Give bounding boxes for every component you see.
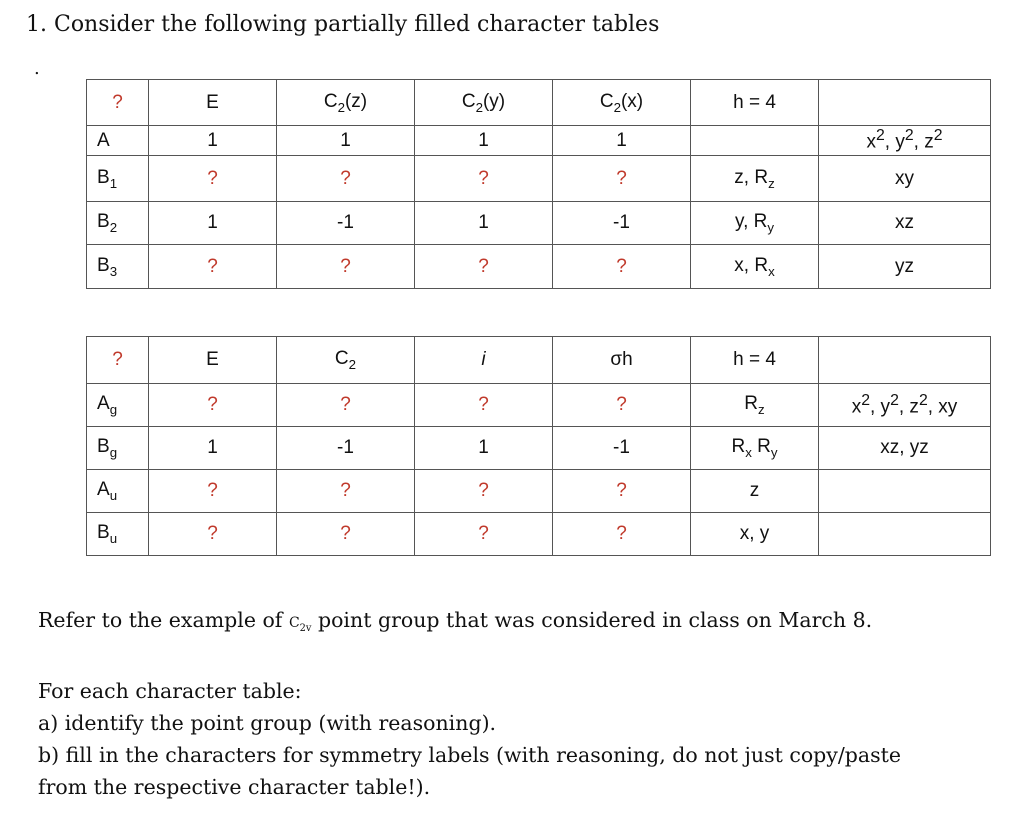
header-cell: h = 4 [691, 80, 819, 126]
symmetry-label: A [87, 126, 149, 156]
point-group-unknown: ? [87, 337, 149, 384]
table-row [87, 513, 991, 556]
header-cell: $C_2(y)$ [415, 80, 553, 126]
unknown-character: ? [277, 513, 415, 556]
character-table-1 [86, 79, 991, 289]
character-value: 1 [415, 427, 553, 470]
character-value: 1 [149, 126, 277, 156]
header-cell: $C_2(x)$ [553, 80, 691, 126]
character-value: -1 [553, 427, 691, 470]
unknown-character: ? [149, 513, 277, 556]
character-value: -1 [277, 202, 415, 245]
unknown-character: ? [415, 156, 553, 202]
instructions-intro: For each character table: [38, 679, 302, 703]
quadratic-functions [819, 513, 991, 556]
character-value: -1 [553, 202, 691, 245]
symmetry-label: $B_g$ [87, 427, 149, 470]
header-cell: i [415, 337, 553, 384]
instructions [38, 675, 901, 803]
unknown-character: ? [149, 245, 277, 289]
reference-note [38, 604, 872, 645]
reference-after: point group that was considered in class on March 8. [317, 608, 873, 632]
instruction-line: from the respective character table!). [38, 775, 431, 799]
quadratic-functions: xz [819, 202, 991, 245]
header-cell: h = 4 [691, 337, 819, 384]
header-cell [819, 337, 991, 384]
unknown-character: ? [553, 245, 691, 289]
character-value: -1 [277, 427, 415, 470]
header-cell: $C_2(z)$ [277, 80, 415, 126]
table-row [87, 245, 991, 289]
character-table-2 [86, 336, 991, 556]
unknown-character: ? [277, 156, 415, 202]
character-value: 1 [415, 202, 553, 245]
bullet-dot: . [34, 58, 40, 79]
character-value: 1 [149, 427, 277, 470]
unknown-character: ? [553, 384, 691, 427]
character-value: 1 [277, 126, 415, 156]
table-row [87, 126, 991, 156]
linear-functions: $R_z$ [691, 384, 819, 427]
symmetry-label: $B_2$ [87, 202, 149, 245]
table-row [87, 384, 991, 427]
header-row [87, 80, 991, 126]
linear-functions [691, 126, 819, 156]
quadratic-functions: yz [819, 245, 991, 289]
table-row [87, 156, 991, 202]
unknown-character: ? [553, 470, 691, 513]
header-cell: $C_2$ [277, 337, 415, 384]
quadratic-functions: xy [819, 156, 991, 202]
linear-functions: z, $R_z$ [691, 156, 819, 202]
unknown-character: ? [149, 470, 277, 513]
table-row [87, 202, 991, 245]
unknown-character: ? [149, 156, 277, 202]
unknown-character: ? [553, 513, 691, 556]
instruction-line: b) fill in the characters for symmetry labels (with reasoning, do not just copy/paste [38, 743, 902, 767]
unknown-character: ? [553, 156, 691, 202]
header-row [87, 337, 991, 384]
unknown-character: ? [415, 245, 553, 289]
table-row [87, 427, 991, 470]
unknown-character: ? [415, 513, 553, 556]
linear-functions: y, $R_y$ [691, 202, 819, 245]
unknown-character: ? [415, 470, 553, 513]
character-value: 1 [415, 126, 553, 156]
character-value: 1 [553, 126, 691, 156]
question-title: 1. Consider the following partially filled character tables [26, 12, 660, 37]
linear-functions: x, y [691, 513, 819, 556]
linear-functions: $R_x$ $R_y$ [691, 427, 819, 470]
symmetry-label: $B_u$ [87, 513, 149, 556]
quadratic-functions: $x^2$, $y^2$, $z^2$ [819, 126, 991, 156]
symmetry-label: $B_3$ [87, 245, 149, 289]
linear-functions: z [691, 470, 819, 513]
character-value: 1 [149, 202, 277, 245]
symmetry-label: $B_1$ [87, 156, 149, 202]
header-cell: E [149, 80, 277, 126]
point-group-unknown: ? [87, 80, 149, 126]
instruction-line: a) identify the point group (with reasoning). [38, 711, 497, 735]
unknown-character: ? [277, 384, 415, 427]
linear-functions: x, $R_x$ [691, 245, 819, 289]
table-row [87, 470, 991, 513]
header-cell [819, 80, 991, 126]
symmetry-label: $A_g$ [87, 384, 149, 427]
point-group-c2v: $C_{2v}$ [288, 615, 312, 634]
quadratic-functions: xz, yz [819, 427, 991, 470]
reference-before: Refer to the example of [38, 608, 283, 632]
unknown-character: ? [277, 470, 415, 513]
unknown-character: ? [415, 384, 553, 427]
unknown-character: ? [277, 245, 415, 289]
header-cell: σh [553, 337, 691, 384]
quadratic-functions [819, 470, 991, 513]
header-cell: E [149, 337, 277, 384]
quadratic-functions: $x^2$, $y^2$, $z^2$, xy [819, 384, 991, 427]
symmetry-label: $A_u$ [87, 470, 149, 513]
unknown-character: ? [149, 384, 277, 427]
